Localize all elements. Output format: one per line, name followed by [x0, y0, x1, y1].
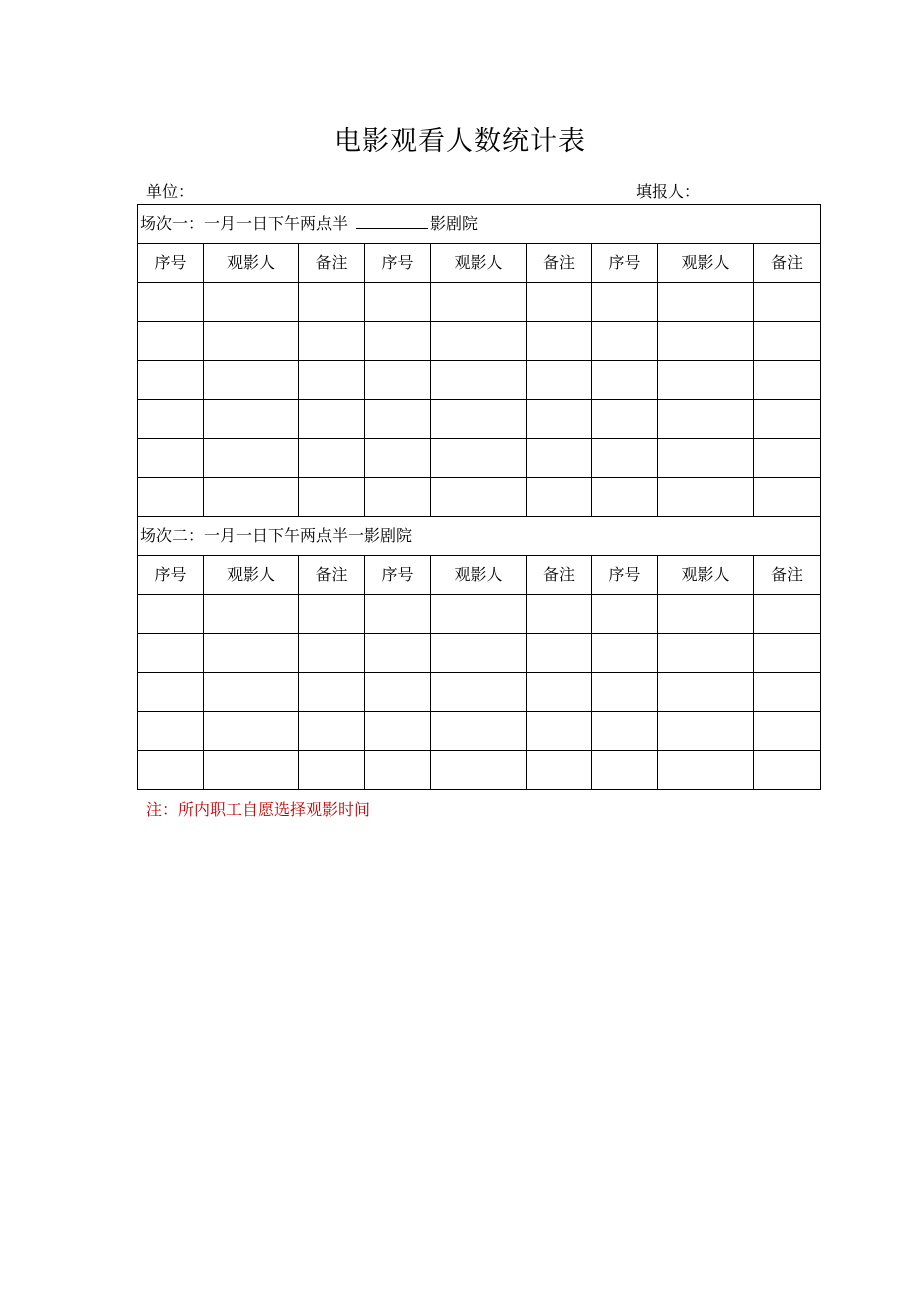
column-header: 序号: [138, 244, 204, 283]
table-cell[interactable]: [431, 712, 527, 751]
table-cell[interactable]: [299, 634, 365, 673]
table-row: [138, 478, 821, 517]
table-cell[interactable]: [658, 439, 754, 478]
table-cell[interactable]: [204, 673, 299, 712]
table-cell[interactable]: [527, 634, 592, 673]
table-cell[interactable]: [592, 712, 658, 751]
table-cell[interactable]: [754, 361, 821, 400]
table-cell[interactable]: [658, 400, 754, 439]
column-header: 观影人: [204, 556, 299, 595]
table-cell[interactable]: [431, 322, 527, 361]
table-cell[interactable]: [138, 283, 204, 322]
column-header: 观影人: [204, 244, 299, 283]
table-cell[interactable]: [754, 400, 821, 439]
table-row: [138, 751, 821, 790]
table-cell[interactable]: [299, 751, 365, 790]
table-cell[interactable]: [431, 634, 527, 673]
table-cell[interactable]: [527, 478, 592, 517]
table-cell[interactable]: [431, 400, 527, 439]
table-cell[interactable]: [592, 361, 658, 400]
table-cell[interactable]: [365, 634, 431, 673]
table-cell[interactable]: [527, 673, 592, 712]
unit-label: 单位：: [146, 182, 195, 201]
table-cell[interactable]: [138, 751, 204, 790]
table-cell[interactable]: [527, 361, 592, 400]
table-cell[interactable]: [138, 634, 204, 673]
table-cell[interactable]: [527, 400, 592, 439]
table-cell[interactable]: [431, 595, 527, 634]
table-cell[interactable]: [431, 439, 527, 478]
table-cell[interactable]: [365, 322, 431, 361]
table-cell[interactable]: [658, 595, 754, 634]
table-cell[interactable]: [204, 595, 299, 634]
table-cell[interactable]: [138, 400, 204, 439]
session-1-suffix: 影剧院: [430, 214, 479, 233]
table-cell[interactable]: [299, 595, 365, 634]
table-row: [138, 595, 821, 634]
table-cell[interactable]: [431, 673, 527, 712]
table-cell[interactable]: [658, 712, 754, 751]
column-header: 观影人: [431, 244, 527, 283]
table-row: [138, 634, 821, 673]
table-cell[interactable]: [299, 673, 365, 712]
table-cell[interactable]: [592, 751, 658, 790]
table-cell[interactable]: [658, 361, 754, 400]
table-cell[interactable]: [299, 400, 365, 439]
table-cell[interactable]: [365, 439, 431, 478]
table-cell[interactable]: [527, 439, 592, 478]
column-header: 序号: [365, 244, 431, 283]
table-cell[interactable]: [754, 322, 821, 361]
table-cell[interactable]: [754, 712, 821, 751]
table-cell[interactable]: [138, 595, 204, 634]
table-row: [138, 712, 821, 751]
table-cell[interactable]: [365, 712, 431, 751]
reporter-label: 填报人：: [636, 182, 701, 201]
column-header: 备注: [299, 556, 365, 595]
table-cell[interactable]: [592, 673, 658, 712]
table-cell[interactable]: [592, 478, 658, 517]
column-header: 序号: [138, 556, 204, 595]
table-cell[interactable]: [527, 751, 592, 790]
column-header: 备注: [527, 244, 592, 283]
table-cell[interactable]: [754, 595, 821, 634]
column-header: 观影人: [658, 244, 754, 283]
table-cell[interactable]: [658, 634, 754, 673]
table-cell[interactable]: [658, 322, 754, 361]
page-title: 电影观看人数统计表: [334, 126, 586, 157]
table-cell[interactable]: [299, 361, 365, 400]
table-cell[interactable]: [299, 712, 365, 751]
column-header: 观影人: [658, 556, 754, 595]
table-cell[interactable]: [658, 283, 754, 322]
table-cell[interactable]: [431, 478, 527, 517]
session-1-label: [138, 205, 821, 244]
table-cell[interactable]: [754, 283, 821, 322]
table-cell[interactable]: [592, 634, 658, 673]
table-cell[interactable]: [754, 673, 821, 712]
table-cell[interactable]: [592, 400, 658, 439]
table-row: [138, 322, 821, 361]
table-cell[interactable]: [658, 478, 754, 517]
table-cell[interactable]: [204, 283, 299, 322]
column-header: 备注: [754, 244, 821, 283]
session-1-prefix: 场次一：一月一日下午两点半: [140, 214, 349, 233]
table-cell[interactable]: [299, 283, 365, 322]
table-cell[interactable]: [527, 322, 592, 361]
table-cell[interactable]: [592, 283, 658, 322]
table-cell[interactable]: [138, 673, 204, 712]
table-cell[interactable]: [365, 751, 431, 790]
table-row: [138, 283, 821, 322]
table-cell[interactable]: [365, 595, 431, 634]
table-cell[interactable]: [138, 478, 204, 517]
table-cell[interactable]: [754, 478, 821, 517]
attendance-table: [137, 204, 821, 790]
table-cell[interactable]: [592, 595, 658, 634]
table-cell[interactable]: [658, 673, 754, 712]
table-cell[interactable]: [204, 712, 299, 751]
session-2-label: 场次二：一月一日下午两点半一影剧院: [138, 517, 821, 556]
header-row: [138, 556, 821, 595]
column-header: 序号: [592, 556, 658, 595]
table-cell[interactable]: [365, 478, 431, 517]
column-header: 备注: [754, 556, 821, 595]
table-cell[interactable]: [138, 712, 204, 751]
table-cell[interactable]: [204, 361, 299, 400]
column-header: 备注: [299, 244, 365, 283]
table-cell[interactable]: [527, 595, 592, 634]
table-cell[interactable]: [754, 634, 821, 673]
table-cell[interactable]: [527, 712, 592, 751]
table-cell[interactable]: [204, 751, 299, 790]
table-cell[interactable]: [365, 361, 431, 400]
table-cell[interactable]: [299, 439, 365, 478]
table-cell[interactable]: [431, 283, 527, 322]
table-cell[interactable]: [204, 478, 299, 517]
table-cell[interactable]: [204, 400, 299, 439]
column-header: 备注: [527, 556, 592, 595]
table-cell[interactable]: [754, 439, 821, 478]
table-row: [138, 673, 821, 712]
table-cell[interactable]: [365, 673, 431, 712]
table-cell[interactable]: [299, 478, 365, 517]
table-cell[interactable]: [138, 322, 204, 361]
header-row: [138, 244, 821, 283]
table-cell[interactable]: [592, 439, 658, 478]
table-cell[interactable]: [431, 361, 527, 400]
column-header: 序号: [365, 556, 431, 595]
table-cell[interactable]: [592, 322, 658, 361]
table-cell[interactable]: [527, 283, 592, 322]
table-row: [138, 439, 821, 478]
session-1-row: [138, 205, 821, 244]
table-cell[interactable]: [365, 283, 431, 322]
table-cell[interactable]: [365, 400, 431, 439]
column-header: 序号: [592, 244, 658, 283]
table-row: [138, 361, 821, 400]
column-header: 观影人: [431, 556, 527, 595]
table-cell[interactable]: [138, 361, 204, 400]
table-cell[interactable]: [299, 322, 365, 361]
session-2-row: [138, 517, 821, 556]
table-cell[interactable]: [658, 751, 754, 790]
table-row: [138, 400, 821, 439]
table-cell[interactable]: [138, 439, 204, 478]
table-cell[interactable]: [431, 751, 527, 790]
table-cell[interactable]: [754, 751, 821, 790]
table-cell[interactable]: [204, 322, 299, 361]
table-cell[interactable]: [204, 439, 299, 478]
table-cell[interactable]: [204, 634, 299, 673]
cinema-blank-line: [356, 214, 428, 229]
footnote: 注：所内职工自愿选择观影时间: [146, 800, 371, 819]
